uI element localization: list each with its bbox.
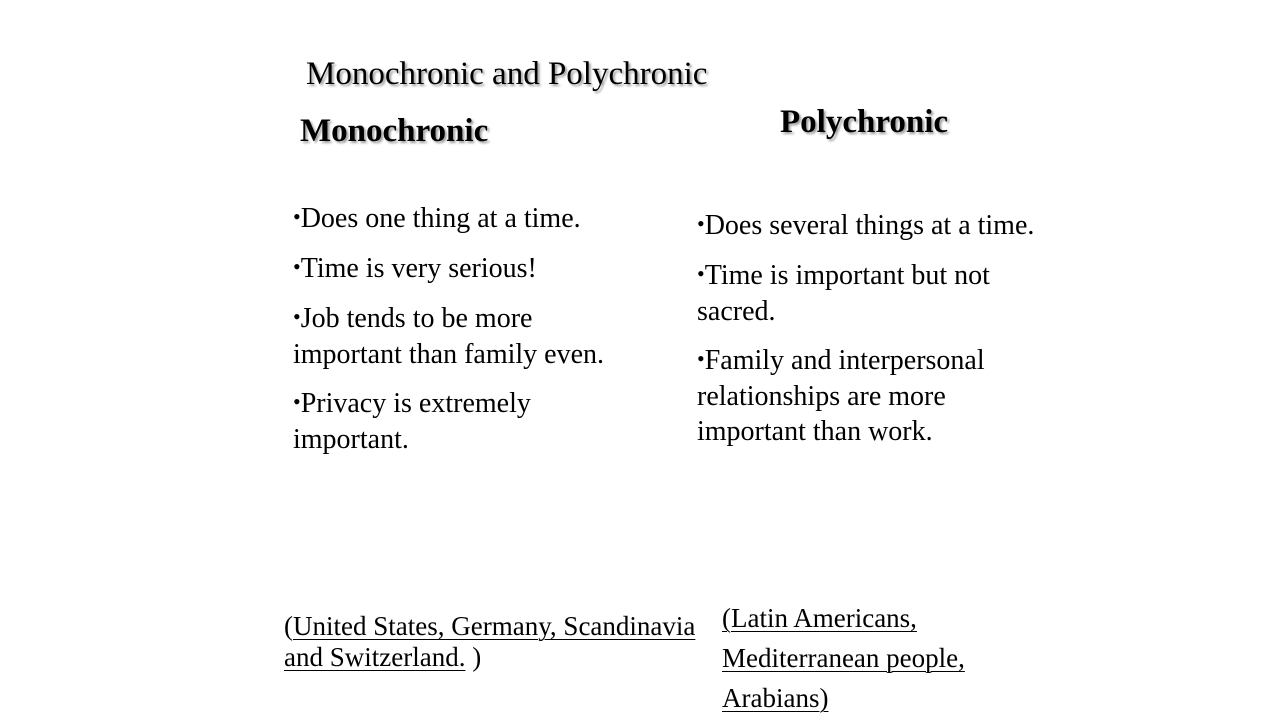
list-item-text: Family and interpersonal relationships are more important than work. — [697, 345, 985, 447]
list-item — [293, 386, 623, 457]
polychronic-bullet-list — [697, 208, 1042, 463]
list-item — [697, 258, 1042, 329]
list-item — [293, 201, 623, 237]
list-item-text: Job tends to be more important than family even. — [293, 303, 605, 370]
list-item — [697, 208, 1042, 244]
list-item — [293, 301, 623, 372]
polychronic-heading: Polychronic — [780, 104, 949, 140]
bullet-icon: • — [293, 389, 301, 414]
list-item-text: Does several things at a time. — [704, 210, 1035, 241]
list-item-text: Does one thing at a time. — [300, 203, 581, 234]
paren-open: ( — [284, 611, 293, 641]
bullet-icon: • — [293, 204, 301, 229]
bullet-icon: • — [697, 346, 705, 371]
bullet-icon: • — [697, 261, 705, 286]
list-item-text: Time is very serious! — [300, 253, 537, 284]
bullet-icon: • — [293, 304, 301, 329]
list-item-text: Privacy is extremely important. — [293, 388, 531, 455]
slide-title: Monochronic and Polychronic — [306, 56, 708, 92]
list-item — [697, 343, 1042, 449]
list-item-text: Time is important but not sacred. — [697, 260, 990, 327]
paren-close: ) — [465, 642, 482, 672]
monochronic-countries — [284, 611, 714, 673]
list-item — [293, 251, 623, 287]
bullet-icon: • — [697, 211, 705, 236]
monochronic-heading: Monochronic — [300, 113, 489, 149]
bullet-icon: • — [293, 254, 301, 279]
polychronic-countries: (Latin Americans, Mediterranean people, Arabians) — [722, 603, 965, 713]
monochronic-bullet-list — [293, 201, 623, 471]
countries-text: United States, Germany, Scandinavia and Switzerland. — [284, 611, 696, 672]
